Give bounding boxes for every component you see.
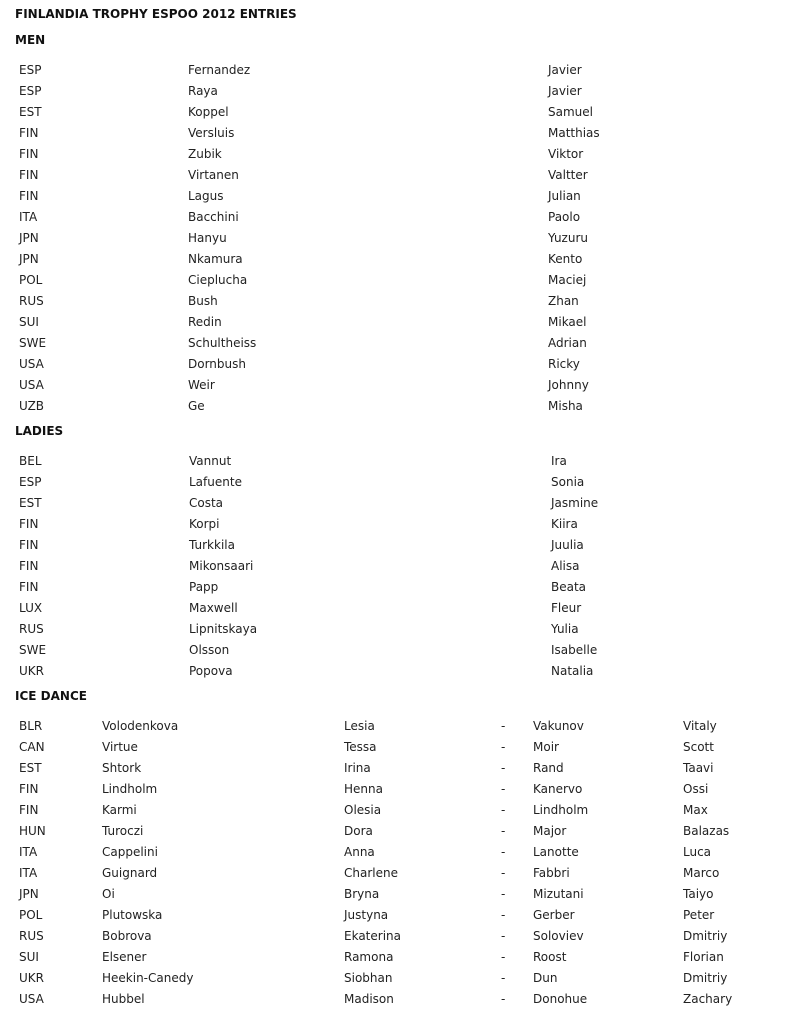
nation-cell: FIN <box>19 168 39 182</box>
last-name-cell: Olsson <box>189 643 230 657</box>
first-name-cell: Maciej <box>548 273 587 287</box>
partner1-first-name-cell: Ramona <box>344 950 394 964</box>
partner2-last-name-cell: Roost <box>533 950 567 964</box>
first-name-cell: Paolo <box>548 210 581 224</box>
table-row <box>0 493 800 514</box>
partner2-last-name-cell: Mizutani <box>533 887 584 901</box>
table-row <box>0 968 800 989</box>
partner2-last-name-cell: Kanervo <box>533 782 583 796</box>
table-row <box>0 758 800 779</box>
table-row <box>0 737 800 758</box>
last-name-cell: Vannut <box>189 454 232 468</box>
partner2-last-name-cell: Soloviev <box>533 929 584 943</box>
nation-cell: SUI <box>19 950 39 964</box>
table-row <box>0 884 800 905</box>
pair-separator: - <box>501 971 506 985</box>
partner2-first-name-cell: Zachary <box>683 992 733 1006</box>
table-row <box>0 249 800 270</box>
table-row <box>0 102 800 123</box>
last-name-cell: Korpi <box>189 517 220 531</box>
ice-dance-heading: ICE DANCE <box>15 689 87 703</box>
partner2-last-name-cell: Rand <box>533 761 564 775</box>
partner2-first-name-cell: Peter <box>683 908 715 922</box>
table-row <box>0 800 800 821</box>
first-name-cell: Beata <box>551 580 587 594</box>
first-name-cell: Adrian <box>548 336 587 350</box>
table-row <box>0 779 800 800</box>
last-name-cell: Lafuente <box>189 475 242 489</box>
pair-separator: - <box>501 782 506 796</box>
table-row <box>0 81 800 102</box>
last-name-cell: Nkamura <box>188 252 243 266</box>
first-name-cell: Kento <box>548 252 583 266</box>
table-row <box>0 556 800 577</box>
nation-cell: USA <box>19 357 44 371</box>
pair-separator: - <box>501 740 506 754</box>
table-row <box>0 123 800 144</box>
partner2-first-name-cell: Marco <box>683 866 720 880</box>
nation-cell: FIN <box>19 126 39 140</box>
nation-cell: UKR <box>19 971 44 985</box>
nation-cell: FIN <box>19 803 39 817</box>
nation-cell: JPN <box>19 231 39 245</box>
nation-cell: EST <box>19 496 42 510</box>
table-row <box>0 619 800 640</box>
partner1-first-name-cell: Irina <box>344 761 371 775</box>
table-row <box>0 640 800 661</box>
table-row <box>0 577 800 598</box>
first-name-cell: Matthias <box>548 126 600 140</box>
table-row <box>0 270 800 291</box>
pair-separator: - <box>501 908 506 922</box>
first-name-cell: Yulia <box>551 622 579 636</box>
nation-cell: EST <box>19 105 42 119</box>
page-title: FINLANDIA TROPHY ESPOO 2012 ENTRIES <box>15 7 297 21</box>
nation-cell: FIN <box>19 189 39 203</box>
last-name-cell: Redin <box>188 315 222 329</box>
last-name-cell: Maxwell <box>189 601 238 615</box>
first-name-cell: Fleur <box>551 601 582 615</box>
first-name-cell: Mikael <box>548 315 587 329</box>
nation-cell: FIN <box>19 538 39 552</box>
partner1-last-name-cell: Shtork <box>102 761 142 775</box>
table-row <box>0 354 800 375</box>
partner1-first-name-cell: Ekaterina <box>344 929 401 943</box>
first-name-cell: Johnny <box>548 378 589 392</box>
partner2-first-name-cell: Taavi <box>683 761 714 775</box>
first-name-cell: Alisa <box>551 559 580 573</box>
first-name-cell: Valtter <box>548 168 588 182</box>
partner2-last-name-cell: Fabbri <box>533 866 570 880</box>
partner1-last-name-cell: Karmi <box>102 803 137 817</box>
table-row <box>0 60 800 81</box>
table-row <box>0 514 800 535</box>
table-row <box>0 291 800 312</box>
table-row <box>0 451 800 472</box>
partner1-first-name-cell: Siobhan <box>344 971 393 985</box>
nation-cell: LUX <box>19 601 43 615</box>
partner2-first-name-cell: Taiyo <box>683 887 714 901</box>
first-name-cell: Sonia <box>551 475 585 489</box>
last-name-cell: Mikonsaari <box>189 559 254 573</box>
partner1-last-name-cell: Cappelini <box>102 845 158 859</box>
last-name-cell: Bacchini <box>188 210 239 224</box>
nation-cell: POL <box>19 273 43 287</box>
pair-separator: - <box>501 824 506 838</box>
partner1-last-name-cell: Heekin-Canedy <box>102 971 194 985</box>
table-row <box>0 842 800 863</box>
first-name-cell: Zhan <box>548 294 579 308</box>
first-name-cell: Jasmine <box>551 496 599 510</box>
nation-cell: SUI <box>19 315 39 329</box>
first-name-cell: Isabelle <box>551 643 598 657</box>
nation-cell: BLR <box>19 719 43 733</box>
partner1-first-name-cell: Dora <box>344 824 373 838</box>
table-row <box>0 472 800 493</box>
first-name-cell: Viktor <box>548 147 584 161</box>
last-name-cell: Ge <box>188 399 205 413</box>
last-name-cell: Lagus <box>188 189 224 203</box>
nation-cell: ITA <box>19 866 38 880</box>
pair-separator: - <box>501 803 506 817</box>
nation-cell: ESP <box>19 63 42 77</box>
pair-separator: - <box>501 950 506 964</box>
first-name-cell: Ira <box>551 454 567 468</box>
nation-cell: UKR <box>19 664 44 678</box>
table-row <box>0 144 800 165</box>
nation-cell: JPN <box>19 252 39 266</box>
table-row <box>0 312 800 333</box>
partner1-first-name-cell: Madison <box>344 992 394 1006</box>
partner1-first-name-cell: Bryna <box>344 887 380 901</box>
last-name-cell: Weir <box>188 378 215 392</box>
nation-cell: JPN <box>19 887 39 901</box>
nation-cell: ESP <box>19 475 42 489</box>
nation-cell: ITA <box>19 845 38 859</box>
last-name-cell: Zubik <box>188 147 222 161</box>
table-row <box>0 207 800 228</box>
partner1-first-name-cell: Charlene <box>344 866 398 880</box>
table-row <box>0 375 800 396</box>
partner1-first-name-cell: Henna <box>344 782 383 796</box>
nation-cell: BEL <box>19 454 42 468</box>
last-name-cell: Popova <box>189 664 233 678</box>
table-row <box>0 598 800 619</box>
first-name-cell: Samuel <box>548 105 593 119</box>
partner1-last-name-cell: Oi <box>102 887 115 901</box>
partner2-last-name-cell: Major <box>533 824 567 838</box>
nation-cell: FIN <box>19 559 39 573</box>
partner1-first-name-cell: Tessa <box>344 740 377 754</box>
table-row <box>0 333 800 354</box>
table-row <box>0 165 800 186</box>
partner2-first-name-cell: Balazas <box>683 824 730 838</box>
partner1-last-name-cell: Plutowska <box>102 908 163 922</box>
pair-separator: - <box>501 719 506 733</box>
nation-cell: FIN <box>19 782 39 796</box>
partner1-first-name-cell: Justyna <box>344 908 389 922</box>
pair-separator: - <box>501 887 506 901</box>
partner2-first-name-cell: Ossi <box>683 782 709 796</box>
table-row <box>0 535 800 556</box>
partner2-first-name-cell: Scott <box>683 740 714 754</box>
partner2-last-name-cell: Dun <box>533 971 558 985</box>
table-row <box>0 186 800 207</box>
table-row <box>0 716 800 737</box>
nation-cell: USA <box>19 992 44 1006</box>
nation-cell: CAN <box>19 740 45 754</box>
nation-cell: USA <box>19 378 44 392</box>
nation-cell: FIN <box>19 147 39 161</box>
partner1-last-name-cell: Guignard <box>102 866 158 880</box>
partner1-last-name-cell: Lindholm <box>102 782 158 796</box>
table-row <box>0 821 800 842</box>
last-name-cell: Papp <box>189 580 219 594</box>
table-row <box>0 905 800 926</box>
table-row <box>0 661 800 682</box>
nation-cell: POL <box>19 908 43 922</box>
last-name-cell: Virtanen <box>188 168 239 182</box>
partner1-last-name-cell: Bobrova <box>102 929 152 943</box>
partner2-last-name-cell: Donohue <box>533 992 588 1006</box>
nation-cell: FIN <box>19 580 39 594</box>
partner1-last-name-cell: Hubbel <box>102 992 145 1006</box>
partner2-last-name-cell: Moir <box>533 740 559 754</box>
last-name-cell: Dornbush <box>188 357 246 371</box>
partner2-first-name-cell: Dmitriy <box>683 929 728 943</box>
first-name-cell: Misha <box>548 399 583 413</box>
nation-cell: HUN <box>19 824 46 838</box>
partner2-first-name-cell: Luca <box>683 845 712 859</box>
last-name-cell: Koppel <box>188 105 229 119</box>
last-name-cell: Lipnitskaya <box>189 622 258 636</box>
partner2-first-name-cell: Max <box>683 803 708 817</box>
table-row <box>0 228 800 249</box>
first-name-cell: Julian <box>548 189 581 203</box>
men-heading: MEN <box>15 33 46 47</box>
first-name-cell: Javier <box>548 63 582 77</box>
table-row <box>0 947 800 968</box>
first-name-cell: Natalia <box>551 664 594 678</box>
last-name-cell: Raya <box>188 84 218 98</box>
partner1-last-name-cell: Volodenkova <box>102 719 179 733</box>
nation-cell: SWE <box>19 643 47 657</box>
nation-cell: SWE <box>19 336 47 350</box>
nation-cell: ITA <box>19 210 38 224</box>
first-name-cell: Kiira <box>551 517 578 531</box>
pair-separator: - <box>501 761 506 775</box>
last-name-cell: Costa <box>189 496 224 510</box>
partner2-first-name-cell: Florian <box>683 950 724 964</box>
partner2-first-name-cell: Vitaly <box>683 719 717 733</box>
last-name-cell: Turkkila <box>189 538 235 552</box>
partner1-first-name-cell: Olesia <box>344 803 382 817</box>
nation-cell: UZB <box>19 399 45 413</box>
partner2-last-name-cell: Lanotte <box>533 845 579 859</box>
pair-separator: - <box>501 992 506 1006</box>
first-name-cell: Juulia <box>551 538 584 552</box>
partner1-first-name-cell: Lesia <box>344 719 375 733</box>
partner2-last-name-cell: Lindholm <box>533 803 589 817</box>
table-row <box>0 863 800 884</box>
ladies-heading: LADIES <box>15 424 64 438</box>
first-name-cell: Javier <box>548 84 582 98</box>
pair-separator: - <box>501 929 506 943</box>
nation-cell: EST <box>19 761 42 775</box>
first-name-cell: Yuzuru <box>548 231 589 245</box>
nation-cell: RUS <box>19 622 44 636</box>
last-name-cell: Schultheiss <box>188 336 257 350</box>
table-row <box>0 989 800 1010</box>
partner1-last-name-cell: Turoczi <box>102 824 144 838</box>
nation-cell: FIN <box>19 517 39 531</box>
nation-cell: ESP <box>19 84 42 98</box>
nation-cell: RUS <box>19 929 44 943</box>
first-name-cell: Ricky <box>548 357 580 371</box>
pair-separator: - <box>501 866 506 880</box>
last-name-cell: Hanyu <box>188 231 227 245</box>
last-name-cell: Fernandez <box>188 63 251 77</box>
partner2-last-name-cell: Vakunov <box>533 719 584 733</box>
last-name-cell: Cieplucha <box>188 273 248 287</box>
partner1-first-name-cell: Anna <box>344 845 375 859</box>
nation-cell: RUS <box>19 294 44 308</box>
partner1-last-name-cell: Virtue <box>102 740 138 754</box>
table-row <box>0 396 800 417</box>
partner1-last-name-cell: Elsener <box>102 950 147 964</box>
partner2-first-name-cell: Dmitriy <box>683 971 728 985</box>
last-name-cell: Versluis <box>188 126 235 140</box>
pair-separator: - <box>501 845 506 859</box>
last-name-cell: Bush <box>188 294 218 308</box>
table-row <box>0 926 800 947</box>
partner2-last-name-cell: Gerber <box>533 908 575 922</box>
